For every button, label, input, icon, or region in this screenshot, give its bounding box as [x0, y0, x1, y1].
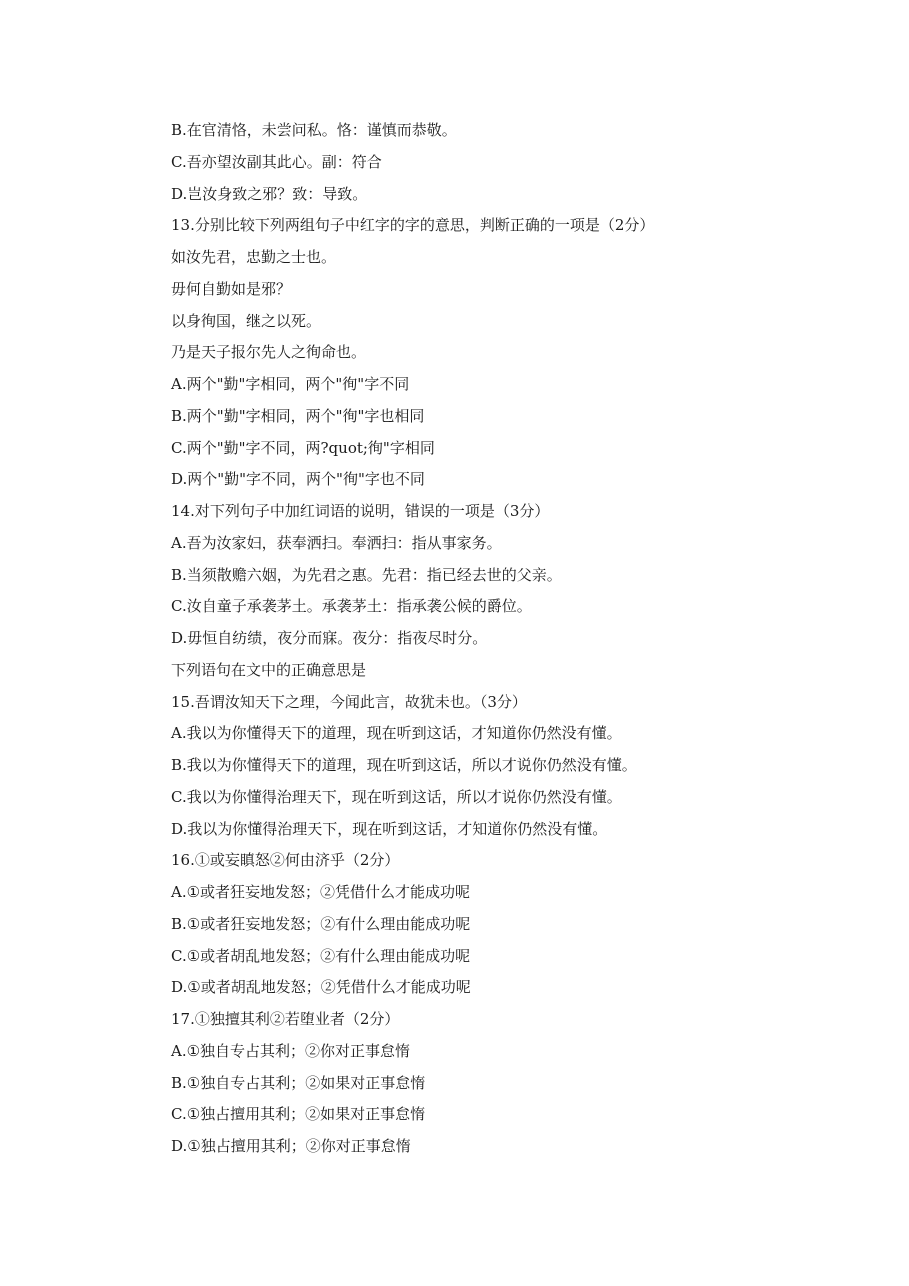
option-d: D.毋恒自纺绩，夜分而寐。夜分：指夜尽时分。	[171, 629, 488, 647]
text-line: 毋何自勤如是邪？	[171, 279, 292, 298]
text-line: 以身徇国，继之以死。	[171, 311, 322, 330]
option-b: B.①或者狂妄地发怒；②有什么理由能成功呢	[171, 914, 471, 933]
option-c: C.我以为你懂得治理天下，现在听到这话，所以才说你仍然没有懂。	[171, 787, 622, 806]
option-a: A.吾为汝家妇，获奉洒扫。奉洒扫：指从事家务。	[171, 533, 502, 552]
text-line: 乃是天子报尔先人之徇命也。	[171, 343, 367, 362]
option-c: C.①独占擅用其利；②如果对正事怠惰	[171, 1105, 426, 1124]
question-14-stem: 14.对下列句子中加红词语的说明，错误的一项是（3分）	[171, 502, 550, 520]
option-d: D.①独占擅用其利；②你对正事怠惰	[171, 1137, 411, 1155]
document-page	[171, 118, 871, 1166]
question-13-stem: 13.分别比较下列两组句子中红字的字的意思，判断正确的一项是（2分）	[171, 216, 655, 235]
text-line: C.吾亦望汝副其此心。副：符合	[171, 152, 382, 171]
option-b: B.两个"勤"字相同，两个"徇"字也相同	[171, 406, 425, 425]
text-line: 如汝先君，忠勤之士也。	[171, 248, 337, 266]
option-a: A.①或者狂妄地发怒；②凭借什么才能成功呢	[171, 883, 471, 901]
option-b: B.我以为你懂得天下的道理，现在听到这话，所以才说你仍然没有懂。	[171, 756, 637, 774]
option-a: A.两个"勤"字相同，两个"徇"字不同	[171, 375, 410, 393]
option-b: B.当须散赡六姻，为先君之惠。先君：指已经去世的父亲。	[171, 565, 562, 584]
question-16-stem: 16.①或妄瞋怒②何由济乎（2分）	[171, 851, 400, 870]
text-line: D.岂汝身致之邪？致：导致。	[171, 184, 368, 203]
option-a: A.①独自专占其利；②你对正事怠惰	[171, 1041, 411, 1060]
option-d: D.我以为你懂得治理天下，现在听到这话，才知道你仍然没有懂。	[171, 819, 608, 838]
question-17-stem: 17.①独擅其利②若堕业者（2分）	[171, 1010, 400, 1028]
text-line: B.在官清恪，未尝问私。恪：谨慎而恭敬。	[171, 121, 457, 139]
option-d: D.①或者胡乱地发怒；②凭借什么才能成功呢	[171, 978, 471, 997]
option-b: B.①独自专占其利；②如果对正事怠惰	[171, 1073, 426, 1092]
section-heading: 下列语句在文中的正确意思是	[171, 660, 367, 679]
option-c: C.汝自童子承袭茅土。承袭茅土：指承袭公候的爵位。	[171, 597, 532, 616]
option-c: C.两个"勤"字不同，两?quot;徇"字相同	[171, 438, 435, 457]
question-15-stem: 15.吾谓汝知天下之理，今闻此言，故犹未也。（3分）	[171, 692, 527, 711]
option-d: D.两个"勤"字不同，两个"徇"字也不同	[171, 470, 425, 489]
option-a: A.我以为你懂得天下的道理，现在听到这话，才知道你仍然没有懂。	[171, 724, 622, 743]
option-c: C.①或者胡乱地发怒；②有什么理由能成功呢	[171, 946, 471, 965]
